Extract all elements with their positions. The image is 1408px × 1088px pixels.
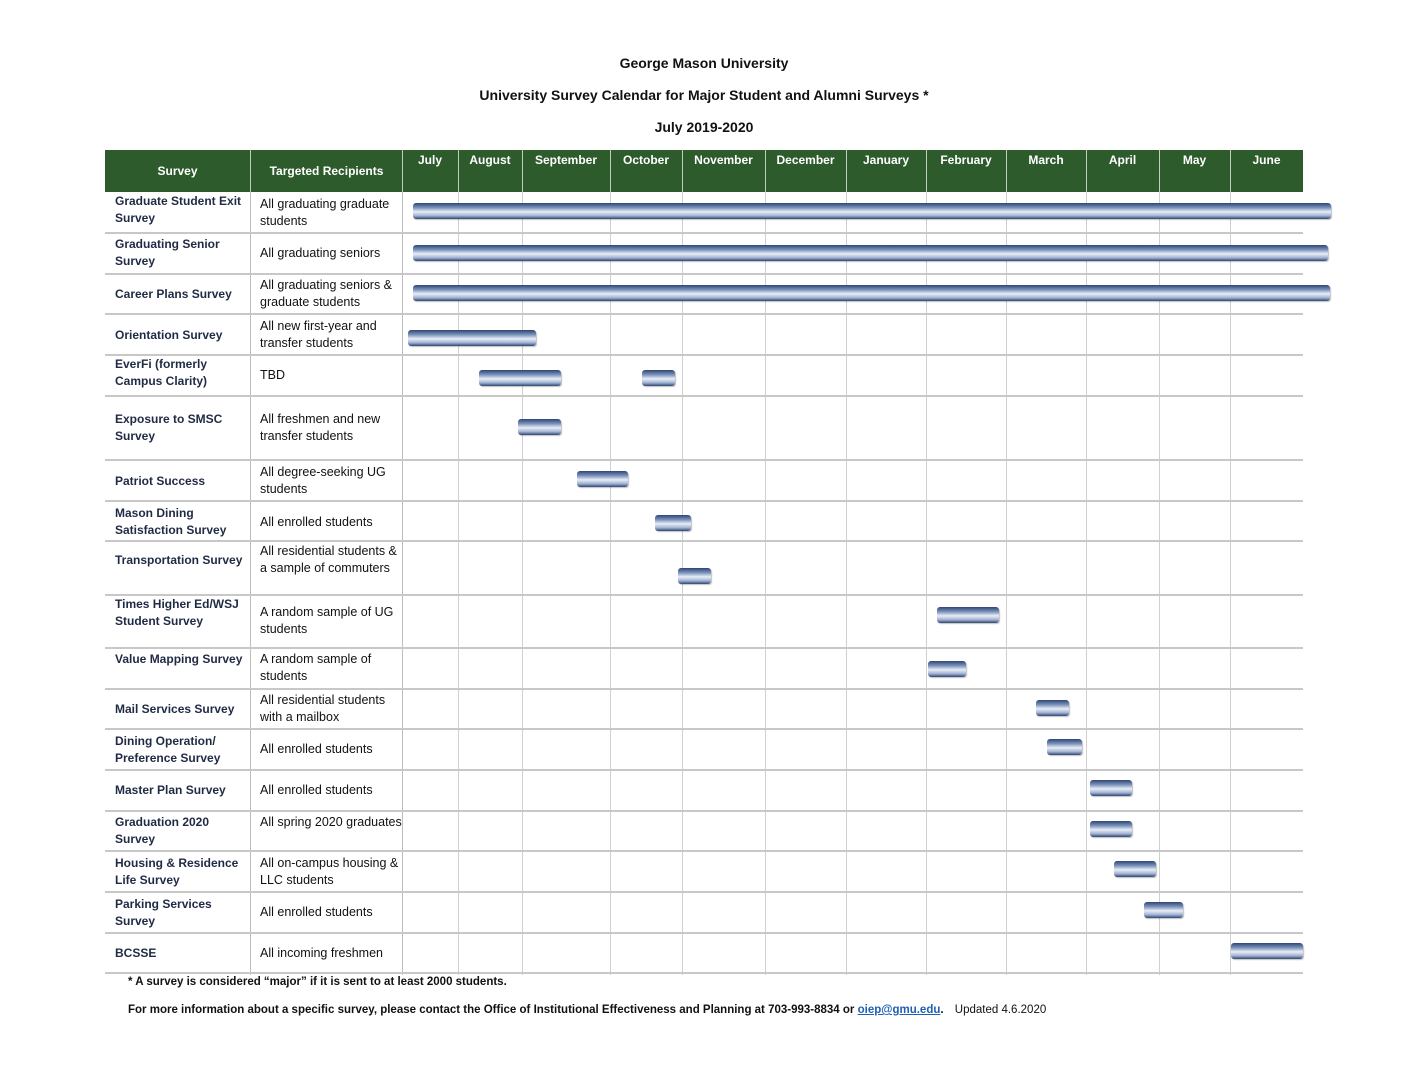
header-recipients: Targeted Recipients xyxy=(269,164,384,178)
page-period: July 2019-2020 xyxy=(654,119,754,135)
survey-recipients: A random sample of UG students xyxy=(260,605,394,636)
schedule-bar xyxy=(413,285,1330,301)
updated-date: Updated 4.6.2020 xyxy=(954,1004,1047,1016)
contact-text: For more information about a specific survey, please contact the Office of Institutional Effectiveness and Planning at 703-993-8834 or xyxy=(128,1004,855,1016)
schedule-bar xyxy=(1144,902,1183,918)
schedule-bar xyxy=(408,330,536,346)
survey-recipients: All enrolled students xyxy=(260,515,373,529)
survey-name: Housing & Residence Life Survey xyxy=(115,856,239,887)
header-month-january: January xyxy=(862,153,910,167)
survey-name: Parking Services Survey xyxy=(115,897,212,928)
header-month-june: June xyxy=(1252,153,1281,167)
header-month-november: November xyxy=(694,153,753,167)
survey-recipients: All on-campus housing & LLC students xyxy=(260,856,399,887)
schedule-bar xyxy=(678,568,711,584)
survey-name: BCSSE xyxy=(115,946,157,960)
survey-recipients: All incoming freshmen xyxy=(260,946,383,960)
survey-recipients: All new first-year and transfer students xyxy=(260,319,377,350)
page-subtitle: University Survey Calendar for Major Student and Alumni Surveys * xyxy=(479,87,929,103)
schedule-bar xyxy=(928,661,966,677)
schedule-bar xyxy=(655,515,691,531)
survey-name: Transportation Survey xyxy=(115,553,243,567)
header-month-october: October xyxy=(622,153,669,167)
schedule-bar xyxy=(413,203,1331,219)
survey-name: Exposure to SMSC Survey xyxy=(115,412,223,443)
schedule-bar xyxy=(1036,700,1069,716)
header-month-may: May xyxy=(1182,153,1207,167)
survey-name: Mail Services Survey xyxy=(115,702,235,716)
survey-recipients: All enrolled students xyxy=(260,742,373,756)
header-month-august: August xyxy=(469,153,511,167)
survey-calendar-table xyxy=(105,150,1303,975)
survey-name: Career Plans Survey xyxy=(115,287,232,301)
schedule-bar xyxy=(1090,780,1132,796)
survey-recipients: All enrolled students xyxy=(260,905,373,919)
schedule-bar xyxy=(937,607,999,623)
survey-name: Value Mapping Survey xyxy=(115,652,243,666)
survey-recipients: All residential students with a mailbox xyxy=(260,693,386,724)
footnote: * A survey is considered “major” if it is sent to at least 2000 students. xyxy=(128,976,507,988)
survey-name: EverFi (formerly Campus Clarity) xyxy=(115,357,208,388)
survey-recipients: All graduating seniors xyxy=(260,246,381,260)
page-title: George Mason University xyxy=(619,55,789,71)
schedule-bar xyxy=(413,245,1328,261)
header-month-december: December xyxy=(776,153,835,167)
survey-name: Graduation 2020 Survey xyxy=(115,815,210,846)
schedule-bar xyxy=(479,370,561,386)
survey-recipients: All enrolled students xyxy=(260,783,373,797)
survey-name: Graduating Senior Survey xyxy=(115,237,220,268)
survey-recipients: All graduating graduate students xyxy=(260,197,390,228)
survey-name: Mason Dining Satisfaction Survey xyxy=(115,506,227,537)
schedule-bar xyxy=(1231,943,1303,959)
survey-name: Orientation Survey xyxy=(115,328,223,342)
survey-recipients: All degree-seeking UG students xyxy=(260,465,386,496)
schedule-bar xyxy=(577,471,628,487)
survey-name: Master Plan Survey xyxy=(115,783,226,797)
survey-recipients: All freshmen and new transfer students xyxy=(260,412,381,443)
header-survey: Survey xyxy=(157,164,198,178)
header-month-july: July xyxy=(417,153,442,167)
contact-email-link[interactable]: oiep@gmu.edu xyxy=(857,1004,941,1016)
survey-recipients: All spring 2020 graduates xyxy=(260,815,402,829)
survey-name: Times Higher Ed/WSJ Student Survey xyxy=(115,597,239,628)
schedule-bar xyxy=(642,370,675,386)
header-month-february: February xyxy=(940,153,992,167)
survey-name: Dining Operation/ Preference Survey xyxy=(115,734,221,765)
survey-recipients: A random sample of students xyxy=(260,652,372,683)
header-month-april: April xyxy=(1108,153,1137,167)
survey-name: Patriot Success xyxy=(115,474,206,488)
schedule-bar xyxy=(1090,821,1132,837)
header-month-september: September xyxy=(534,153,598,167)
survey-recipients: TBD xyxy=(260,368,285,382)
schedule-bar xyxy=(1114,861,1156,877)
survey-name: Graduate Student Exit Survey xyxy=(115,194,242,225)
schedule-bar xyxy=(518,419,561,435)
header-month-march: March xyxy=(1028,153,1064,167)
survey-recipients: All graduating seniors & graduate students xyxy=(260,278,393,309)
contact-note xyxy=(128,1004,1046,1016)
schedule-bar xyxy=(1047,739,1082,755)
survey-recipients: All residential students & a sample of commuters xyxy=(260,544,397,575)
contact-punct: . xyxy=(940,1004,944,1016)
